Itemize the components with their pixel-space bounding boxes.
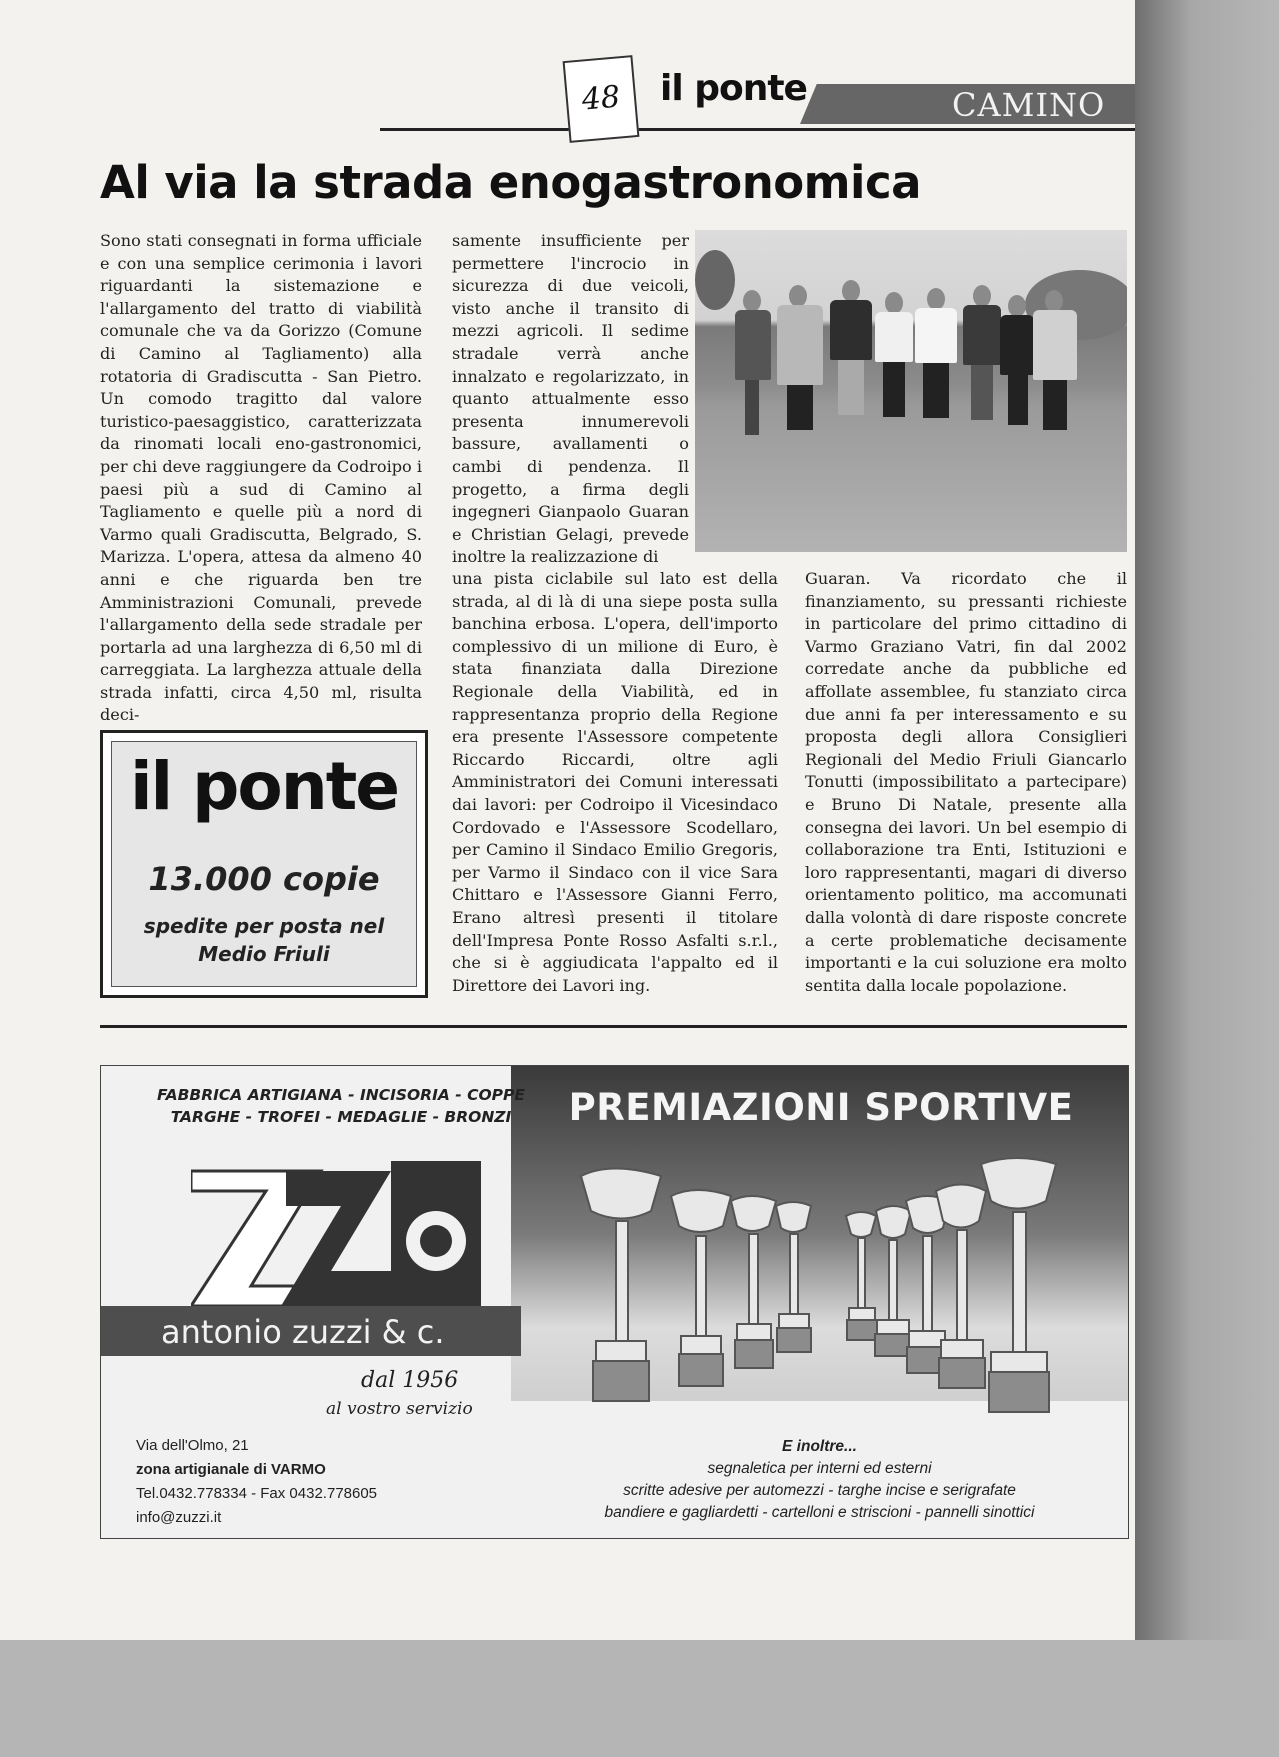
circulation-box	[100, 730, 428, 998]
trophy-cups-icon	[571, 1156, 1091, 1431]
ad-additional-services	[511, 1436, 1128, 1524]
inoltre-label: E inoltre...	[782, 1438, 857, 1455]
article-headline: Al via la strada enogastronomica	[100, 156, 922, 209]
article-column-3: Guaran. Va ricordato che il finanziamento, su pressanti richieste in particolare del primo cittadino di Varmo Graziano Vatri, fin dal 2002 corredate anche da pubbliche ed affollate assemblee, fu stanziato circa due anni fa per interessamento e su proposta degli allora Consiglieri Regionali del Medio Friuli Giancarlo Tonutti (impossibilitato a partecipare) e Bruno Di Natale, presente alla consegna dei lavori. Un bel esempio di collaborazione tra Enti, Istituzioni e loro rappresentanti, magari di diverso orientamento politico, ma accomunati dalla volontà di dare risposte concrete a certe problematiche decisamente importanti e la cui soluzione era molto sentita dalla locale popolazione.	[805, 569, 1127, 995]
header-rule	[380, 128, 1135, 131]
since-year: dal 1956	[361, 1368, 459, 1393]
service-line-3: bandiere e gagliardetti - cartelloni e striscioni - pannelli sinottici	[604, 1504, 1035, 1521]
article-column-2-bottom: una pista ciclabile sul lato est della strada, al di là di una siepe posta sulla banchina erbosa. L'opera, dell'importo complessivo di un milione di Euro, è stata finanziata dalla Direzione Regionale della Viabilità, ed in rappresentanza proprio della Regione era presente l'Assessore competente Riccardo Riccardi, oltre agli Amministratori dei Comuni interessati dai lavori: per Codroipo il Vicesindaco Cordovado e l'Assessore Scodellaro, per Camino il Sindaco Emilio Gregoris, per Varmo il Sindaco con il vice Sara Chittaro e l'Assessore Gianni Ferro, Erano altresì presenti il titolare dell'Impresa Ponte Rosso Asfalti s.r.l., che si è aggiudicata l'appalto ed il Direttore dei Lavori ing.	[452, 569, 778, 995]
copies-line-1: spedite per posta nel	[143, 914, 385, 938]
article-column-1: Sono stati consegnati in forma ufficiale e con una semplice cerimonia i lavori riguardanti la sistemazione e l'allargamento del tratto di viabilità comunale che va da Gorizzo (Comune di Camino al Tagliamento) alla rotatoria di Gradiscutta - San Pietro. Un comodo tragitto dal valore turistico-paesaggistico, caratterizzata da rinomati locali eno-gastronomici, per chi deve raggiungere da Codroipo i paesi più a sud di Camino al Tagliamento e quelle più a nord di Varmo quali Gradiscutta, Belgrado, S. Marizza. L'opera, attesa da almeno 40 anni e che riguarda ben tre Amministrazioni Comunali, prevede l'allargamento della sede stradale per portarla ad una larghezza di 6,50 ml di carreggiata. La larghezza attuale della strada infatti, circa 4,50 ml, risulta deci-	[100, 231, 422, 725]
copies-description	[112, 912, 416, 968]
page-number: 48	[563, 55, 640, 143]
copies-count: 13.000 copie	[148, 860, 380, 898]
advertisement	[100, 1065, 1129, 1539]
company-name: antonio zuzzi & c.	[161, 1313, 445, 1351]
company-address	[136, 1434, 377, 1530]
ponte-logo: il ponte	[129, 748, 399, 825]
service-line-2: scritte adesive per automezzi - targhe incise e serigrafate	[623, 1482, 1016, 1499]
copies-line-2: Medio Friuli	[198, 942, 330, 966]
ad-headline: PREMIAZIONI SPORTIVE	[568, 1086, 1074, 1129]
zuzzi-logo-icon	[191, 1156, 481, 1326]
scan-edge-shadow	[1135, 0, 1279, 1640]
magazine-title: il ponte	[660, 68, 807, 109]
group-photo	[695, 230, 1127, 552]
section-divider	[100, 1025, 1127, 1028]
zone-address: zona artigianale di VARMO	[136, 1461, 326, 1478]
street-address: Via dell'Olmo, 21	[136, 1437, 249, 1454]
section-name: CAMINO	[952, 86, 1106, 124]
ad-activities-line-1: FABBRICA ARTIGIANA - INCISORIA - COPPE	[157, 1086, 525, 1104]
email-address: info@zuzzi.it	[136, 1509, 222, 1526]
service-line-1: segnaletica per interni ed esterni	[707, 1460, 932, 1477]
service-tagline: al vostro servizio	[326, 1399, 473, 1419]
ad-company-activities	[141, 1084, 541, 1128]
phone-fax: Tel.0432.778334 - Fax 0432.778605	[136, 1485, 378, 1502]
article-column-2-top: samente insufficiente per permettere l'incrocio in sicurezza di due veicoli, visto anche il transito di mezzi agricoli. Il sedime stradale verrà anche innalzato e regolarizzato, in quanto attualmente esso presenta innumerevoli bassure, avallamenti o cambi di pendenza. Il progetto, a firma degli ingegneri Gianpaolo Guaran e Christian Gelagi, prevede inoltre la realizzazione di	[452, 231, 689, 567]
ad-activities-line-2: TARGHE - TROFEI - MEDAGLIE - BRONZI	[170, 1108, 512, 1126]
scan-background	[0, 1640, 1279, 1757]
